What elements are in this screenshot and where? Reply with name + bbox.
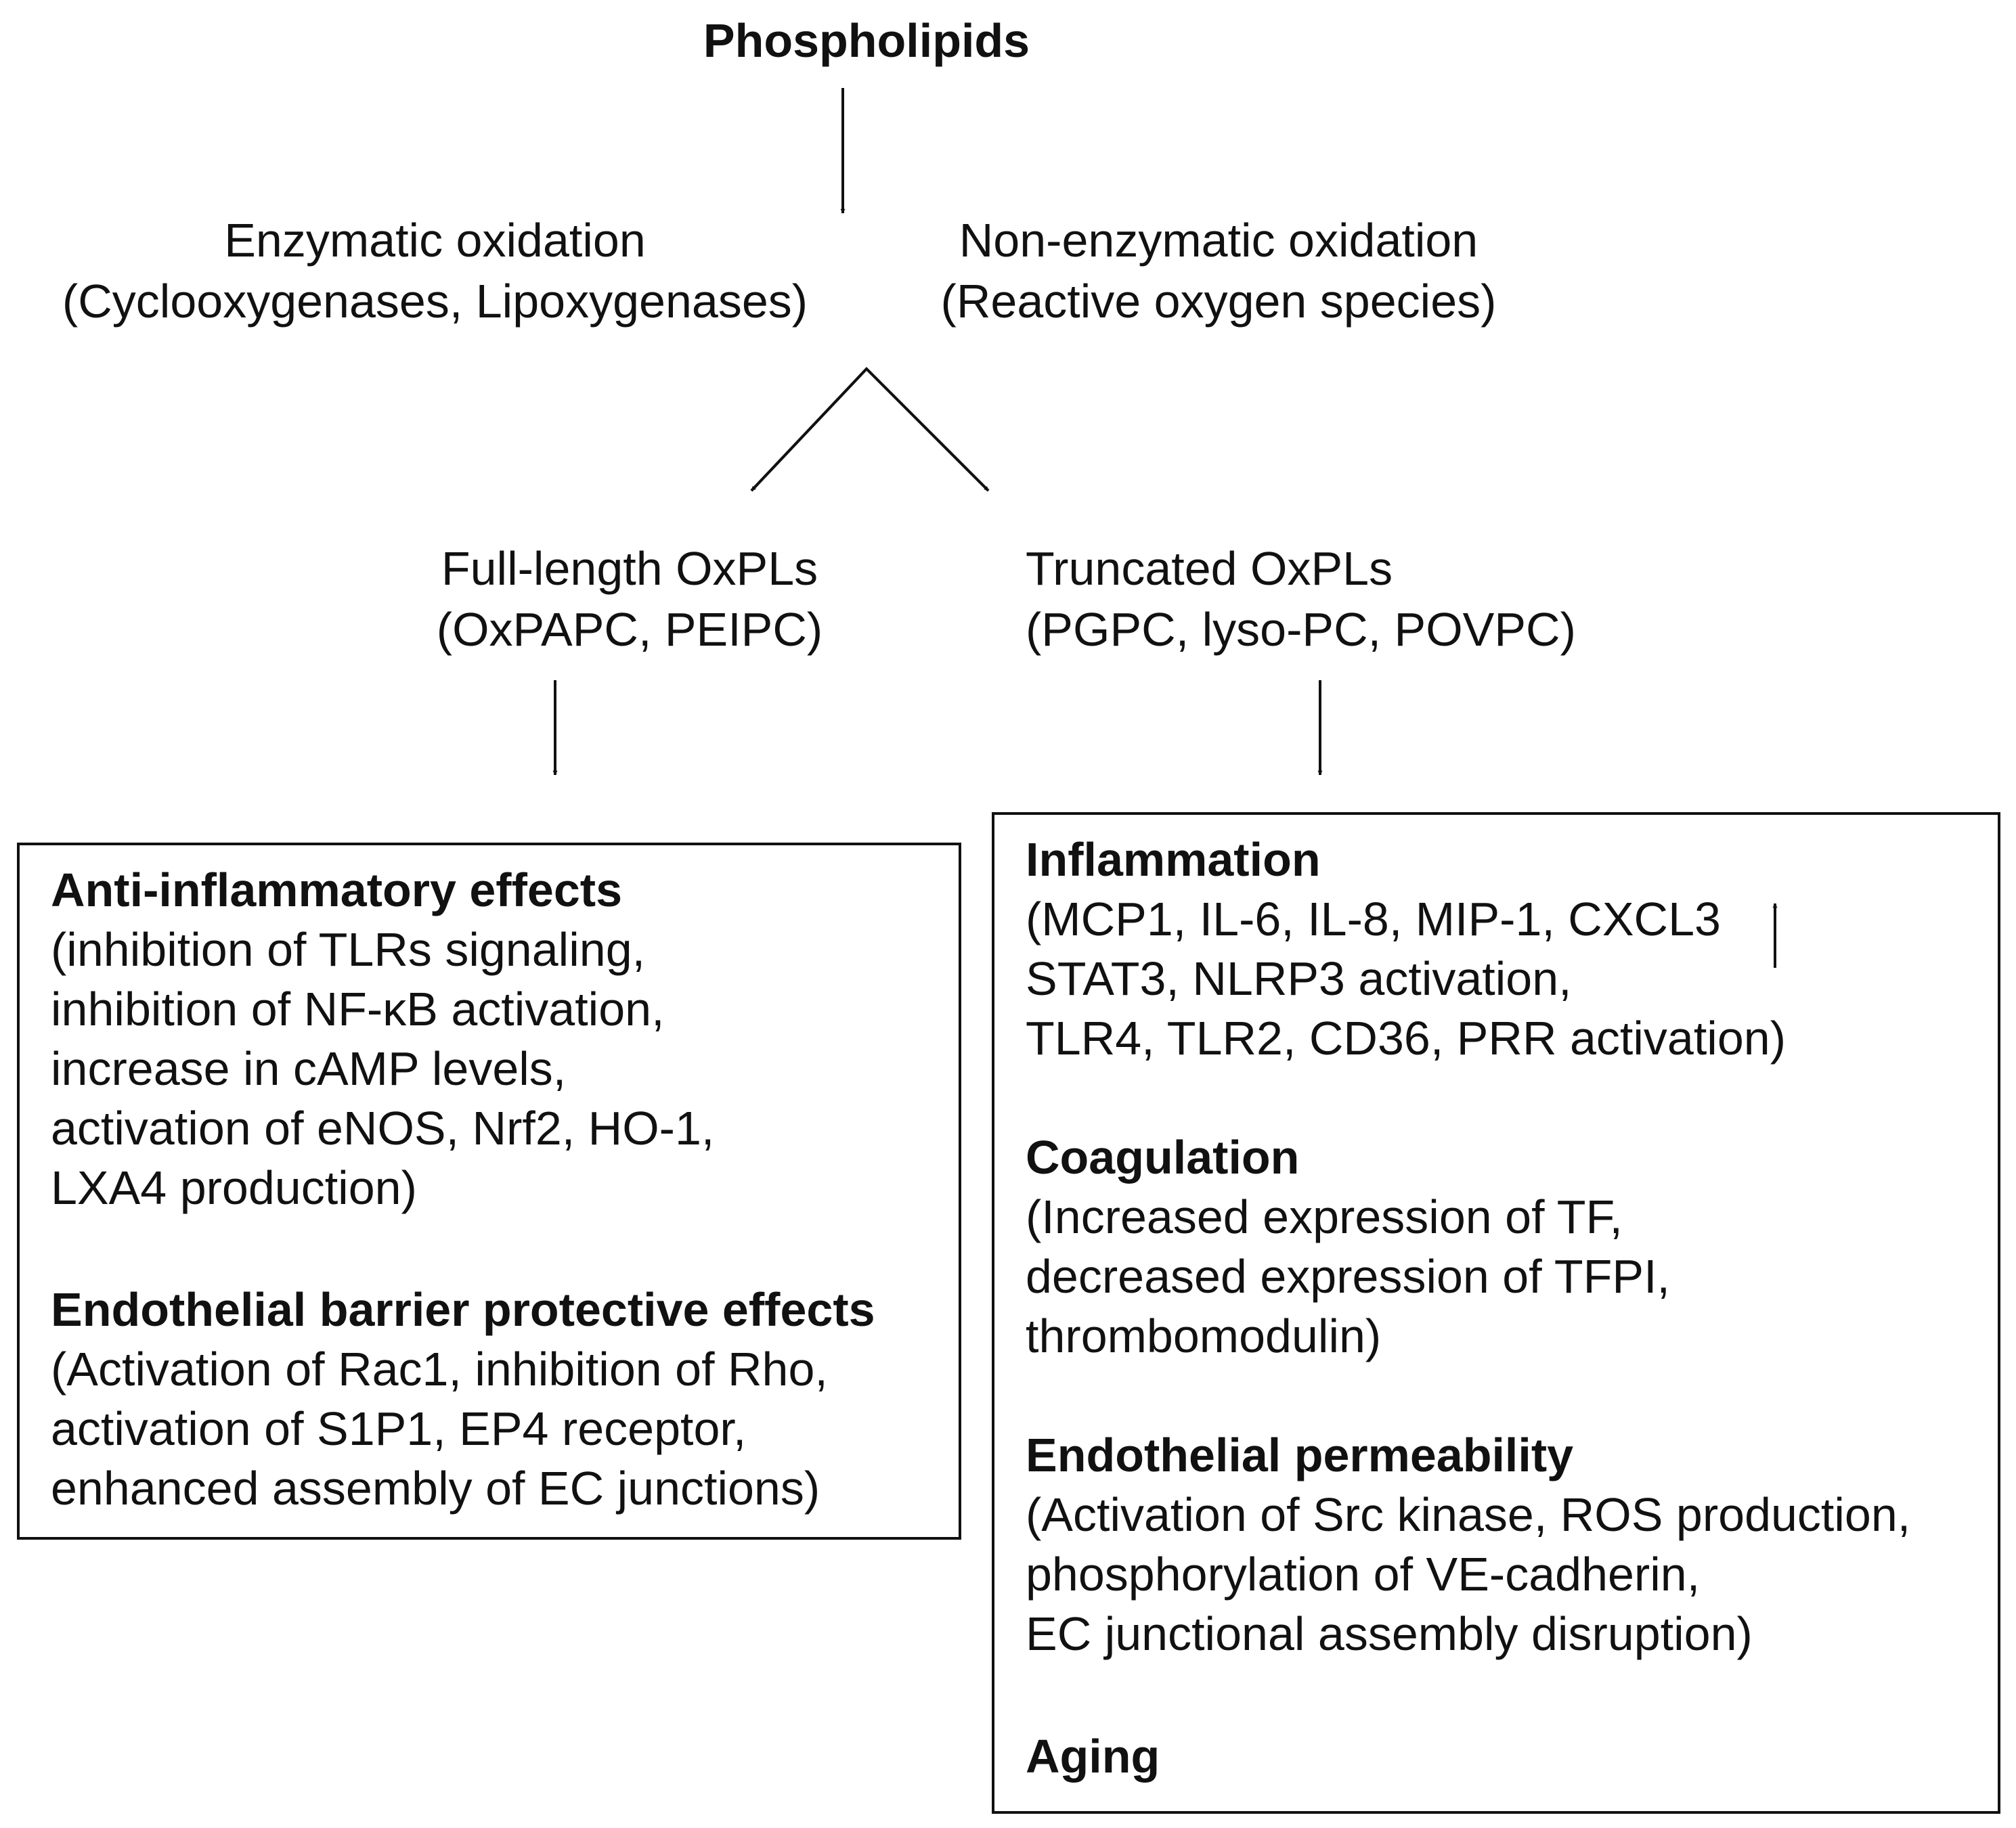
arrow-to-full-length: [751, 369, 867, 491]
barrier-protective-heading: Endothelial barrier protective effects: [51, 1283, 875, 1336]
inflammation-line: TLR4, TLR2, CD36, PRR activation): [1026, 1012, 1787, 1065]
full-length-oxpls-detail: (OxPAPC, PEIPC): [436, 603, 823, 656]
anti-inflammatory-line: (inhibition of TLRs signaling,: [51, 923, 646, 976]
coagulation-line: decreased expression of TFPI,: [1026, 1250, 1670, 1303]
full-length-oxpls-label: Full-length OxPLs: [441, 542, 818, 595]
inflammation-heading: Inflammation: [1026, 833, 1321, 886]
inflammation-line: STAT3, NLRP3 activation,: [1026, 952, 1572, 1005]
coagulation-line: thrombomodulin): [1026, 1310, 1382, 1362]
barrier-protective-line: (Activation of Rac1, inhibition of Rho,: [51, 1343, 828, 1396]
anti-inflammatory-line: increase in cAMP levels,: [51, 1042, 567, 1095]
arrow-to-truncated: [867, 369, 988, 491]
inflammation-line: (MCP1, IL-6, IL-8, MIP-1, CXCL3: [1026, 893, 1721, 945]
truncated-oxpls-detail: (PGPC, lyso-PC, POVPC): [1026, 603, 1576, 656]
coagulation-heading: Coagulation: [1026, 1131, 1300, 1184]
enzymatic-oxidation-label: Enzymatic oxidation: [224, 214, 646, 267]
endothelial-permeability-heading: Endothelial permeability: [1026, 1429, 1574, 1481]
endothelial-permeability-line: (Activation of Src kinase, ROS production,: [1026, 1488, 1911, 1541]
arrow-split-apex: [751, 369, 988, 491]
barrier-protective-line: activation of S1P1, EP4 receptor,: [51, 1402, 747, 1455]
coagulation-line: (Increased expression of TF,: [1026, 1190, 1623, 1243]
anti-inflammatory-line: LXA4 production): [51, 1161, 417, 1214]
title-phospholipids: Phospholipids: [703, 14, 1030, 67]
endothelial-permeability-line: EC junctional assembly disruption): [1026, 1607, 1753, 1660]
barrier-protective-line: enhanced assembly of EC junctions): [51, 1462, 820, 1515]
truncated-oxpls-label: Truncated OxPLs: [1026, 542, 1393, 595]
aging-heading: Aging: [1026, 1730, 1160, 1783]
non-enzymatic-oxidation-detail: (Reactive oxygen species): [940, 275, 1497, 328]
anti-inflammatory-heading: Anti-inflammatory effects: [51, 864, 623, 916]
anti-inflammatory-line: activation of eNOS, Nrf2, HO-1,: [51, 1102, 715, 1155]
non-enzymatic-oxidation-label: Non-enzymatic oxidation: [959, 214, 1478, 267]
enzymatic-oxidation-detail: (Cyclooxygenases, Lipoxygenases): [62, 275, 808, 328]
anti-inflammatory-line: inhibition of NF-κB activation,: [51, 983, 665, 1035]
endothelial-permeability-line: phosphorylation of VE-cadherin,: [1026, 1548, 1701, 1601]
